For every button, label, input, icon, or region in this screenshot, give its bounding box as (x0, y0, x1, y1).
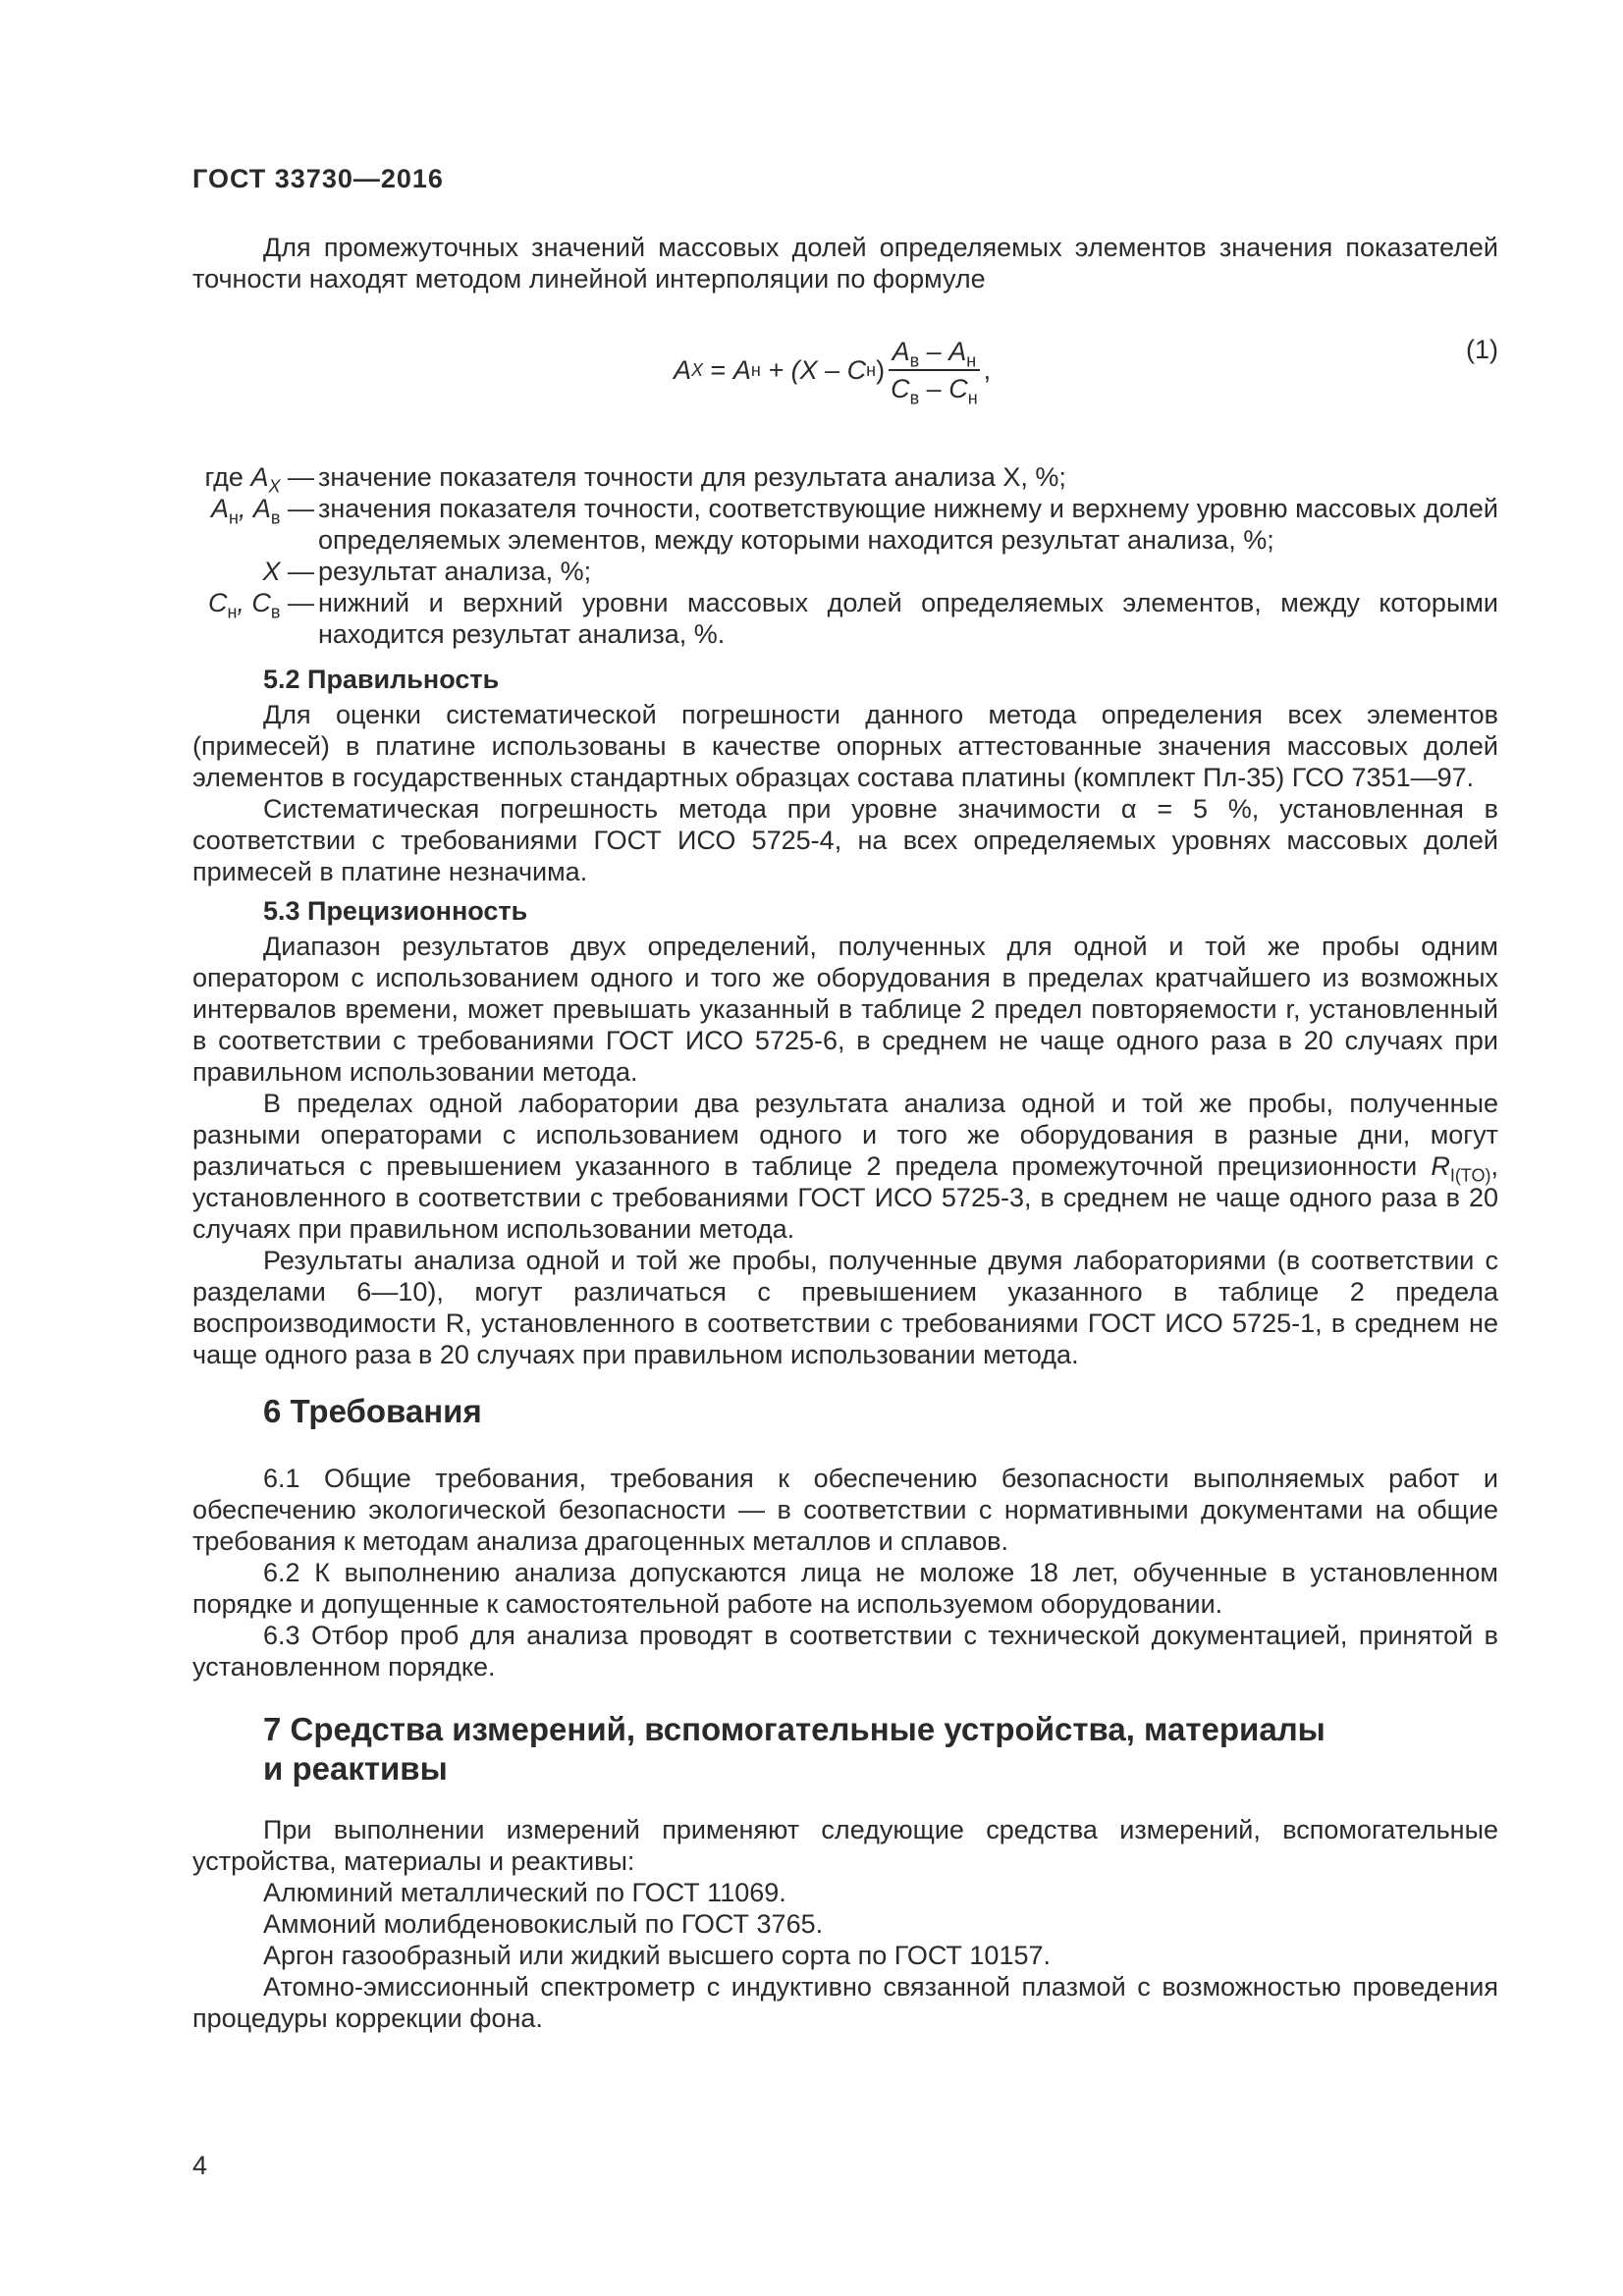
section-5-3-heading: 5.3 Прецизионность (263, 896, 528, 926)
definitions-list (192, 461, 1498, 650)
formula-number: (1) (1466, 335, 1498, 364)
section-5-3-body (192, 931, 1498, 1370)
paragraph: 6.3 Отбор проб для анализа проводят в соответствии с технической документацией, принятой в установленном порядке. (192, 1621, 1498, 1682)
section-7-body (192, 1814, 1498, 2034)
intro-text: Для промежуточных значений массовых долей определяемых элементов значения показателей точности находят методом линейной интерполяции по формуле (192, 233, 1498, 294)
formula-1 (192, 330, 1498, 418)
definition-item: X — результат анализа, %; (262, 557, 592, 586)
section-7-heading: 7 Средства измерений, вспомогательные устройства, материалы и реактивы (263, 1711, 1325, 1787)
paragraph: Диапазон результатов двух определений, полученных для одной и той же пробы одним оператором с использованием одного и того же оборудования в пределах кратчайшего из возможных интервалов времени, может превышать указанный в таблице 2 предел повторяемости r, установленный в соответствии с требованиями ГОСТ ИСО 5725-6, в среднем не чаще одного раза в 20 случаях при правильном использовании метода. (192, 932, 1498, 1087)
definition-item: $C_н$, $C_в$ — нижний и верхний уровни массовых долей определяемых элементов, между которыми находится результат анализа, %. (207, 588, 1498, 649)
definition-item: $A_н$, $A_в$ — значения показателя точности, соответствующие нижнему и верхнему уровню массовых долей определяемых элементов, между которыми находится результат анализа, %; (210, 494, 1498, 555)
intro-paragraph (192, 232, 1498, 294)
section-5-2-heading: 5.2 Правильность (263, 665, 500, 694)
paragraph: 6.1 Общие требования, требования к обеспечению безопасности выполняемых работ и обеспечению экологической безопасности — в соответствии с нормативными документами на общие требования к методам анализа драгоценных металлов и сплавов. (192, 1464, 1498, 1556)
paragraph: При выполнении измерений применяют следующие средства измерений, вспомогательные устройства, материалы и реактивы: (192, 1815, 1498, 1876)
paragraph: Результаты анализа одной и той же пробы, полученные двумя лабораториями (в соответствии с разделами 6—10), могут различаться с превышением указанного в таблице 2 предела воспроизводимости R, установленного в соответствии с требованиями ГОСТ ИСО 5725-1, в среднем не чаще одного раза в 20 случаях при правильном использовании метода. (192, 1246, 1498, 1369)
paragraph: Для оценки систематической погрешности данного метода определения всех элементов (примесей) в платине использованы в качестве опорных аттестованные значения массовых долей элементов в государственных стандартных образцах состава платины (комплект Пл-35) ГСО 7351—97. (192, 700, 1498, 792)
list-item: Алюминий металлический по ГОСТ 11069. (263, 1878, 786, 1907)
section-6-heading: 6 Требования (263, 1393, 482, 1429)
section-6-body (192, 1463, 1498, 1682)
list-item: Аргон газообразный или жидкий высшего сорта по ГОСТ 10157. (263, 1941, 1051, 1970)
section-5-2-body (192, 699, 1498, 887)
paragraph: В пределах одной лаборатории два результата анализа одной и той же пробы, полученные разными операторами с использованием одного и того же оборудования в разные дни, могут различаться с превышением указанного в таблице 2 предела промежуточной прецизионности $R_{I(TO)}$, установленного в соответствии с требованиями ГОСТ ИСО 5725-3, в среднем не чаще одного раза в 20 случаях при правильном использовании метода. (192, 1089, 1498, 1244)
paragraph: Систематическая погрешность метода при уровне значимости α = 5 %, установленная в соответствии с требованиями ГОСТ ИСО 5725-4, на всех определяемых уровнях массовых долей примесей в платине незначима. (192, 794, 1498, 886)
list-item: Аммоний молибденовокислый по ГОСТ 3765. (263, 1909, 824, 1939)
definition-item: где $A_X$ — значение показателя точности для результата анализа X, %; (204, 462, 1066, 497)
formula-expression: A X = A н + (X – C н ) $\frac{A_в - A_н}{C_в - C_н}$ , (674, 337, 992, 408)
paragraph: 6.2 К выполнению анализа допускаются лица не моложе 18 лет, обученные в установленном порядке и допущенные к самостоятельной работе на используемом оборудовании. (192, 1558, 1498, 1619)
list-item: Атомно-эмиссионный спектрометр с индуктивно связанной плазмой с возможностью проведения процедуры коррекции фона. (192, 1972, 1498, 2033)
formula-fraction: $\frac{A_в - A_н}{C_в - C_н}$ (887, 336, 982, 404)
standard-number: ГОСТ 33730—2016 (192, 164, 444, 193)
page-number: 4 (192, 2151, 208, 2180)
